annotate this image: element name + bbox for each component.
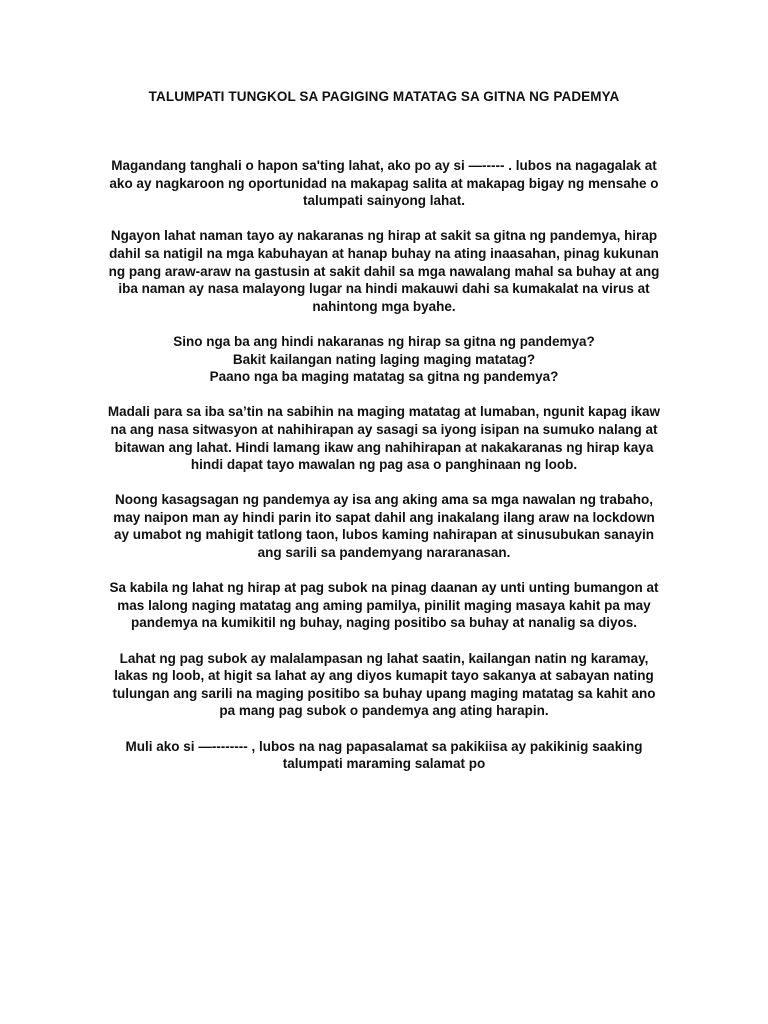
text-line: Sa kabila ng lahat ng hirap at pag subok na pinag daanan ay unti unting bumangon at <box>109 580 659 596</box>
text-line: hindi dapat tayo mawalan ng pag asa o panghinaan ng loob. <box>190 457 578 473</box>
text-line: Madali para sa iba sa’tin na sabihin na maging matatag at lumaban, ngunit kapag ikaw <box>107 404 661 420</box>
paragraph-recovery <box>88 579 680 632</box>
paragraph-questions <box>88 333 680 386</box>
paragraph-advice <box>88 403 680 473</box>
text-line: mas lalong naging matatag ang aming pamilya, pinilit maging masaya kahit pa may <box>117 597 651 613</box>
text-line: bitawan ang lahat. Hindi lamang ikaw ang nahihirapan at nakakaranas ng hirap kaya <box>114 439 654 455</box>
document-title: TALUMPATI TUNGKOL SA PAGIGING MATATAG SA GITNA NG PADEMYA <box>148 89 620 104</box>
text-line: Sino nga ba ang hindi nakaranas ng hirap sa gitna ng pandemya? <box>173 333 595 349</box>
paragraph-experience <box>88 491 680 561</box>
paragraph-hardship <box>88 227 680 315</box>
text-line: nahintong mga byahe. <box>312 298 456 314</box>
text-line: talumpati maraming salamat po <box>282 756 486 772</box>
text-line: Ngayon lahat naman tayo ay nakaranas ng hirap at sakit sa gitna ng pandemya, hirap <box>110 228 658 244</box>
text-line: Muli ako si —-------- , lubos na nag papasalamat sa pakikiisa ay pakikinig saaking <box>125 738 643 754</box>
paragraph-encouragement <box>88 650 680 720</box>
text-line: ng pang araw-araw na gastusin at sakit dahil sa mga nawalang mahal sa buhay at ang <box>108 263 660 279</box>
paragraph-greeting <box>88 157 680 210</box>
text-line: Lahat ng pag subok ay malalampasan ng lahat saatin, kailangan natin ng karamay, <box>119 650 649 666</box>
speech-body <box>88 157 680 790</box>
text-line: iba naman ay nasa malayong lugar na hindi makauwi dahi sa kumakalat na virus at <box>118 281 650 297</box>
text-line: na ang nasa sitwasyon at nahihirapan ay sasagi sa iyong isipan na sumuko nalang at <box>110 421 658 437</box>
text-line: pa mang pag subok o pandemya ang ating harapin. <box>219 703 549 719</box>
text-line: dahil sa natigil na mga kabuhayan at hanap buhay na ating inaasahan, pinag kukunan <box>109 245 659 261</box>
text-line: tulungan ang sarili na maging positibo sa buhay upang maging matatag sa kahit ano <box>112 685 656 701</box>
text-line: ay umabot ng mahigit tatlong taon, lubos kaming nahirapan at sinusubukan sanayin <box>113 527 655 543</box>
text-line: ako ay nagkaroon ng oportunidad na makapag salita at makapag bigay ng mensahe o <box>109 175 659 191</box>
text-line: Noong kasagsagan ng pandemya ay isa ang aking ama sa mga nawalan ng trabaho, <box>115 492 653 508</box>
text-line: ang sarili sa pandemyang nararanasan. <box>257 545 511 561</box>
text-line: Bakit kailangan nating laging maging matatag? <box>232 351 536 367</box>
text-line: lakas ng loob, at higit sa lahat ay ang diyos kumapit tayo sakanya at sabayan nating <box>114 668 654 684</box>
text-line: may naipon man ay hindi parin ito sapat dahil ang inakalang ilang araw na lockdown <box>113 509 655 525</box>
text-line: Paano nga ba maging matatag sa gitna ng pandemya? <box>209 369 559 385</box>
text-line: Magandang tanghali o hapon sa'ting lahat, ako po ay si —----- . lubos na nagagalak at <box>111 158 657 173</box>
text-line: pandemya na kumikitil ng buhay, naging positibo sa buhay at nanalig sa diyos. <box>130 615 638 631</box>
paragraph-closing <box>88 738 680 773</box>
text-line: talumpati sainyong lahat. <box>302 193 466 209</box>
